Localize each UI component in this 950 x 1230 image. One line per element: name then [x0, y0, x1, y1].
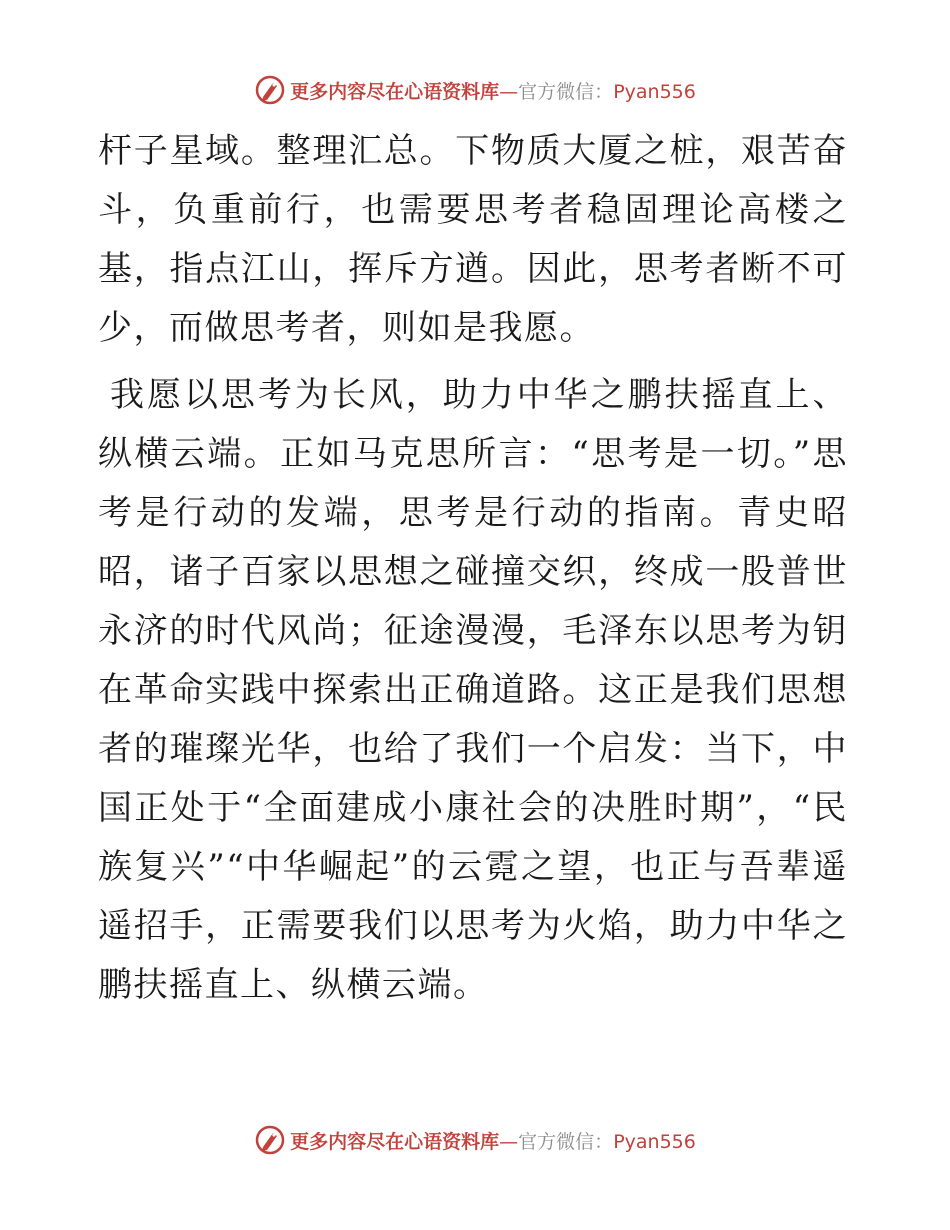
- banner-wechat-id: Pyan556: [613, 1130, 696, 1153]
- pen-nib-logo-icon: [254, 1124, 286, 1156]
- pen-nib-logo-icon: [254, 74, 286, 106]
- footer-watermark-banner: [0, 1120, 950, 1160]
- banner-wechat-id: Pyan556: [613, 80, 696, 103]
- document-body: [98, 122, 848, 1015]
- banner-site-text: 更多内容尽在心语资料库: [290, 1130, 500, 1153]
- paragraph-2: 我愿以思考为长风，助力中华之鹏扶摇直上、纵横云端。正如马克思所言：“思考是一切。”思考是行动的发端，思考是行动的指南。青史昭昭，诸子百家以思想之碰撞交织，终成一股普世永济的时代风尚；征途漫漫，毛泽东以思考为钥在革命实践中探索出正确道路。这正是我们思想者的璀璨光华，也给了我们一个启发：当下，中国正处于“全面建成小康社会的决胜时期”，“民族复兴”“中华崛起”的云霓之望，也正与吾辈遥遥招手，正需要我们以思考为火焰，助力中华之鹏扶摇直上、纵横云端。: [98, 375, 848, 1005]
- paragraph-1: 杆子星域。整理汇总。下物质大厦之桩，艰苦奋斗，负重前行，也需要思考者稳固理论高楼之基，指点江山，挥斥方遒。因此，思考者断不可少，而做思考者，则如是我愿。: [98, 131, 848, 348]
- banner-site-text: 更多内容尽在心语资料库: [290, 80, 500, 103]
- header-watermark-banner: [0, 70, 950, 110]
- banner-official-text: 官方微信：: [518, 80, 614, 103]
- banner-separator: —: [499, 1130, 519, 1153]
- banner-separator: —: [499, 80, 519, 103]
- banner-official-text: 官方微信：: [518, 1130, 614, 1153]
